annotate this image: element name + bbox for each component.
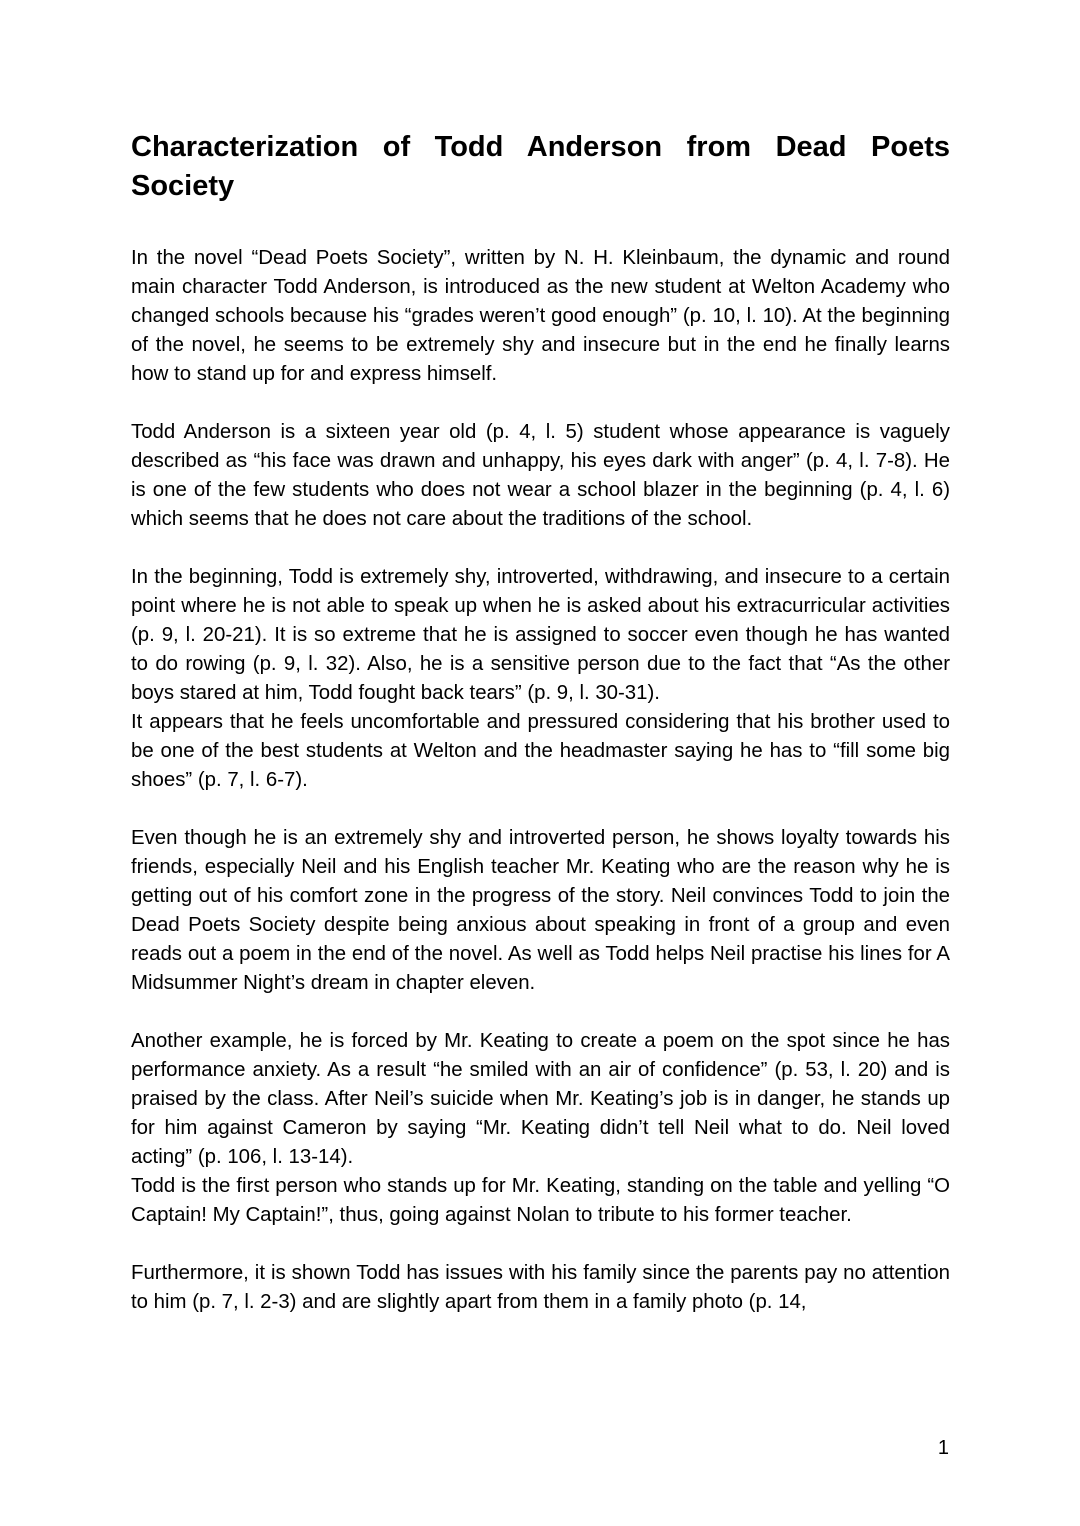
document-page — [131, 128, 950, 1317]
paragraph-shyness: In the beginning, Todd is extremely shy, introverted, withdrawing, and insecure to a certain point where he is not able to speak up when he is asked about his extracurricular activities (p. 9, l. 20-21). It is so extreme that he is assigned to soccer even though he has wanted to do rowing (p. 9, l. 32). Also, he is a sensitive person due to the fact that “As the other boys stared at him, Todd fought back tears” (p. 9, l. 30-31). — [131, 566, 950, 704]
paragraph-captain: Todd is the first person who stands up for Mr. Keating, standing on the table and yelling “O Captain! My Captain!”, thus, going against Nolan to tribute to his former teacher. — [131, 1175, 950, 1226]
paragraph-appearance: Todd Anderson is a sixteen year old (p. 4, l. 5) student whose appearance is vaguely described as “his face was drawn and unhappy, his eyes dark with anger” (p. 4, l. 7-8). He is one of the few students who does not wear a school blazer in the beginning (p. 4, l. 6) which seems that he does not care about the traditions of the school. — [131, 421, 950, 530]
paragraph-family: Furthermore, it is shown Todd has issues with his family since the parents pay no attention to him (p. 7, l. 2-3) and are slightly apart from them in a family photo (p. 14, — [131, 1262, 950, 1313]
paragraph-intro: In the novel “Dead Poets Society”, written by N. H. Kleinbaum, the dynamic and round main character Todd Anderson, is introduced as the new student at Welton Academy who changed schools because his “grades weren’t good enough” (p. 10, l. 10). At the beginning of the novel, he seems to be extremely shy and insecure but in the end he finally learns how to stand up for and express himself. — [131, 247, 950, 385]
page-number: 1 — [937, 1437, 949, 1459]
paragraph-performance: Another example, he is forced by Mr. Keating to create a poem on the spot since he has performance anxiety. As a result “he smiled with an air of confidence” (p. 53, l. 20) and is praised by the class. After Neil’s suicide when Mr. Keating’s job is in danger, he stands up for him against Cameron by saying “Mr. Keating didn’t tell Neil what to do. Neil loved acting” (p. 106, l. 13-14). — [131, 1030, 950, 1168]
paragraph-loyalty: Even though he is an extremely shy and introverted person, he shows loyalty towards his friends, especially Neil and his English teacher Mr. Keating who are the reason why he is getting out of his comfort zone in the progress of the story. Neil convinces Todd to join the Dead Poets Society despite being anxious about speaking in front of a group and even reads out a poem in the end of the novel. As well as Todd helps Neil practise his lines for A Midsummer Night’s dream in chapter eleven. — [131, 827, 950, 994]
paragraph-pressure: It appears that he feels uncomfortable and pressured considering that his brother used to be one of the best students at Welton and the headmaster saying he has to “fill some big shoes” (p. 7, l. 6-7). — [131, 711, 950, 791]
document-title: Characterization of Todd Anderson from Dead Poets Society — [131, 131, 950, 202]
